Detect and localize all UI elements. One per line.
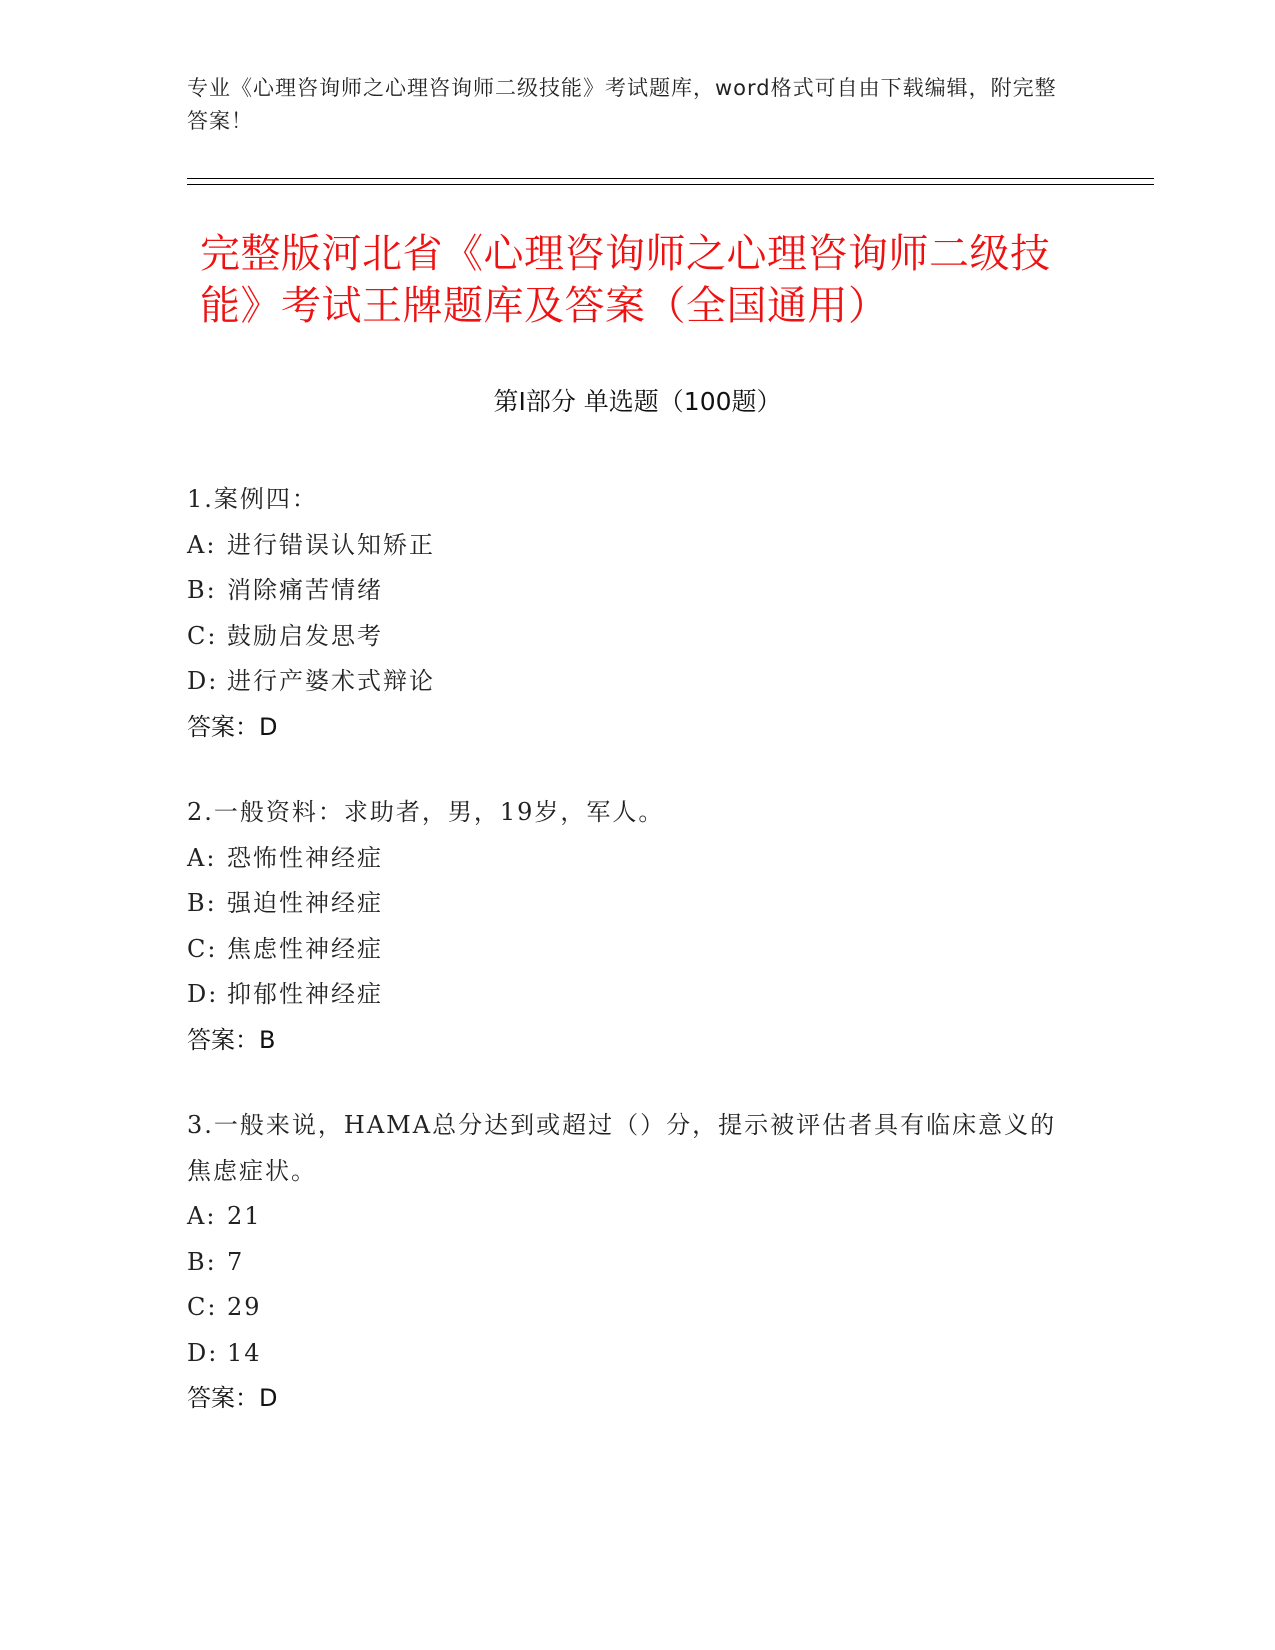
option-text: 消除痛苦情绪 <box>227 576 383 604</box>
option-a <box>187 1194 1067 1240</box>
answer-line <box>187 1376 1067 1422</box>
option-text: 21 <box>227 1202 262 1230</box>
option-c <box>187 614 1067 660</box>
option-key: B: <box>187 576 217 604</box>
section-heading: 第Ⅰ部分 单选题（100题） <box>493 387 782 416</box>
option-text: 恐怖性神经症 <box>227 843 383 872</box>
option-text: 7 <box>227 1247 245 1276</box>
option-key: B: <box>187 889 217 917</box>
option-key: A: <box>187 530 217 559</box>
option-text: 抑郁性神经症 <box>227 980 383 1008</box>
option-key: D: <box>187 667 219 695</box>
option-b <box>187 1240 1067 1286</box>
question-stem: 1.案例四： <box>187 485 318 513</box>
option-key: D: <box>187 1338 219 1367</box>
header-divider-bottom <box>187 184 1154 185</box>
question-3 <box>187 1103 1067 1422</box>
option-key: C: <box>187 1293 218 1321</box>
option-key: D: <box>187 980 219 1008</box>
document-title: 完整版河北省《心理咨询师之心理咨询师二级技能》考试王牌题库及答案（全国通用） <box>200 231 1051 329</box>
option-key: A: <box>187 843 217 872</box>
option-b <box>187 881 1067 927</box>
answer-value: D <box>259 1384 278 1412</box>
question-list <box>187 477 1067 1462</box>
option-d <box>187 972 1067 1018</box>
option-text: 进行产婆术式辩论 <box>227 667 435 695</box>
question-stem: 3.一般来说，HAMA总分达到或超过（）分，提示被评估者具有临床意义的焦虑症状。 <box>187 1111 1057 1185</box>
option-a <box>187 836 1067 882</box>
header-divider-top <box>187 178 1154 179</box>
option-text: 鼓励启发思考 <box>227 621 383 650</box>
option-text: 焦虑性神经症 <box>227 934 383 963</box>
answer-label: 答案： <box>187 1384 259 1412</box>
question-2 <box>187 790 1067 1063</box>
answer-line <box>187 705 1067 751</box>
option-c <box>187 1285 1067 1331</box>
option-key: C: <box>187 934 218 963</box>
option-d <box>187 659 1067 705</box>
answer-label: 答案： <box>187 712 259 741</box>
option-b <box>187 568 1067 614</box>
option-text: 强迫性神经症 <box>227 889 383 917</box>
option-key: B: <box>187 1247 217 1276</box>
answer-value: B <box>259 1025 276 1054</box>
option-text: 进行错误认知矫正 <box>227 530 435 559</box>
option-key: A: <box>187 1202 217 1230</box>
question-1 <box>187 477 1067 750</box>
answer-value: D <box>259 712 278 741</box>
answer-label: 答案： <box>187 1025 259 1054</box>
option-text: 14 <box>227 1338 262 1367</box>
answer-line <box>187 1018 1067 1064</box>
option-text: 29 <box>227 1293 262 1321</box>
question-stem: 2.一般资料：求助者，男，19岁，军人。 <box>187 798 665 826</box>
option-key: C: <box>187 621 218 650</box>
option-d <box>187 1331 1067 1377</box>
option-c <box>187 927 1067 973</box>
header-note: 专业《心理咨询师之心理咨询师二级技能》考试题库，word格式可自由下载编辑，附完整答案！ <box>187 76 1057 133</box>
option-a <box>187 523 1067 569</box>
